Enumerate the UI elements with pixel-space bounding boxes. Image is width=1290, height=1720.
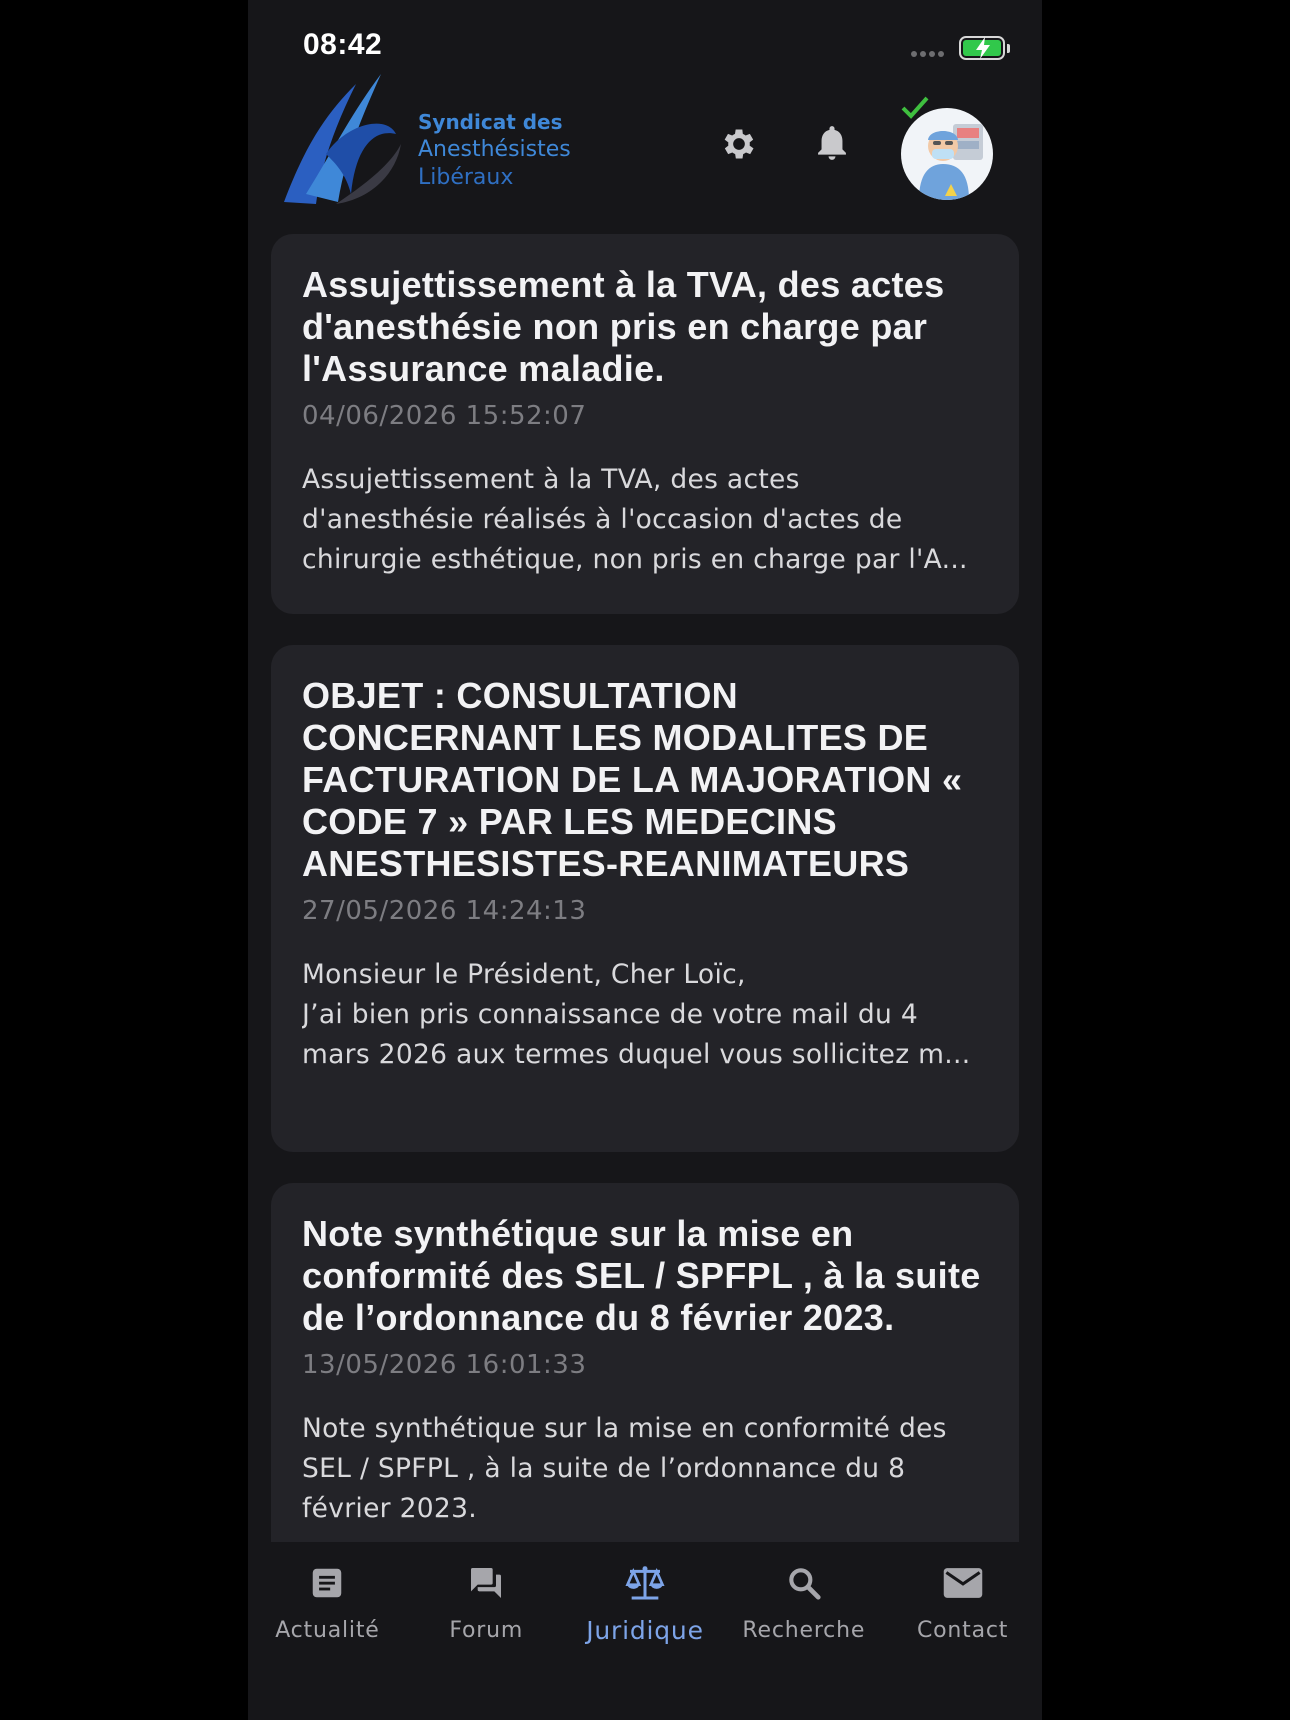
phone-screen (248, 0, 1042, 1720)
avatar[interactable] (901, 108, 993, 200)
tab-label: Actualité (275, 1618, 380, 1643)
tab-forum[interactable] (407, 1562, 566, 1720)
notifications-button[interactable] (808, 120, 856, 168)
anesthesiologist-avatar-icon (901, 108, 993, 200)
tab-contact[interactable] (883, 1562, 1042, 1720)
excerpt-line: Note synthétique sur la mise en conformité des (302, 1413, 947, 1444)
tab-recherche[interactable] (724, 1562, 883, 1720)
article-excerpt (302, 460, 988, 580)
article-date: 27/05/2026 14:24:13 (302, 896, 587, 926)
article-date: 13/05/2026 16:01:33 (302, 1350, 587, 1380)
article-icon (308, 1564, 346, 1602)
excerpt-line: SEL / SPFPL , à la suite de l’ordonnance du 8 (302, 1453, 906, 1484)
excerpt-line: chirurgie esthétique, non pris en charge par l'A... (302, 544, 968, 575)
article-title: OBJET : CONSULTATION CONCERNANT LES MODALITES DE FACTURATION DE LA MAJORATION « CODE 7 » PAR LES MEDECINS ANESTHESISTES-REANIMATEURS (302, 675, 963, 884)
tab-actualite[interactable] (248, 1562, 407, 1720)
article-title: Note synthétique sur la mise en conformité des SEL / SPFPL , à la suite de l’ordonnance du 8 février 2023. (302, 1213, 981, 1338)
bell-icon (813, 124, 851, 164)
tab-label: Juridique (586, 1616, 704, 1645)
mail-icon (942, 1565, 984, 1601)
tab-label: Forum (449, 1618, 524, 1643)
battery-cap (1007, 44, 1010, 53)
excerpt-line: mars 2026 aux termes duquel vous sollicitez m... (302, 1039, 971, 1070)
excerpt-line: d'anesthésie réalisés à l'occasion d'actes de (302, 504, 903, 535)
sal-logo[interactable] (276, 74, 576, 214)
excerpt-line: J’ai bien pris connaissance de votre mail du 4 (302, 999, 918, 1030)
forum-icon (465, 1563, 507, 1603)
article-excerpt (302, 1409, 988, 1529)
bottom-tab-bar (248, 1542, 1042, 1720)
signal-icon (911, 51, 944, 57)
excerpt-line: Assujettissement à la TVA, des actes (302, 464, 800, 495)
gear-icon (719, 124, 759, 164)
logo-line-1: Syndicat des (418, 110, 563, 134)
article-card[interactable] (271, 234, 1019, 614)
status-time: 08:42 (303, 28, 383, 61)
excerpt-line: Monsieur le Président, Cher Loïc, (302, 959, 746, 990)
sal-logo-mark (276, 74, 416, 214)
tab-label: Contact (916, 1618, 1009, 1643)
logo-text (418, 108, 571, 192)
article-card[interactable] (271, 645, 1019, 1152)
tab-label: Recherche (742, 1618, 866, 1643)
article-title: Assujettissement à la TVA, des actes d'anesthésie non pris en charge par l'Assurance maladie. (302, 264, 945, 389)
settings-button[interactable] (715, 120, 763, 168)
battery-icon (959, 36, 1005, 60)
excerpt-line: février 2023. (302, 1493, 477, 1524)
logo-line-3: Libéraux (418, 165, 514, 190)
article-excerpt (302, 955, 988, 1075)
tab-juridique[interactable] (566, 1562, 725, 1720)
search-icon (785, 1564, 823, 1602)
scales-icon (623, 1563, 667, 1603)
article-date: 04/06/2026 15:52:07 (302, 401, 587, 431)
logo-line-2: Anesthésistes (418, 137, 571, 162)
